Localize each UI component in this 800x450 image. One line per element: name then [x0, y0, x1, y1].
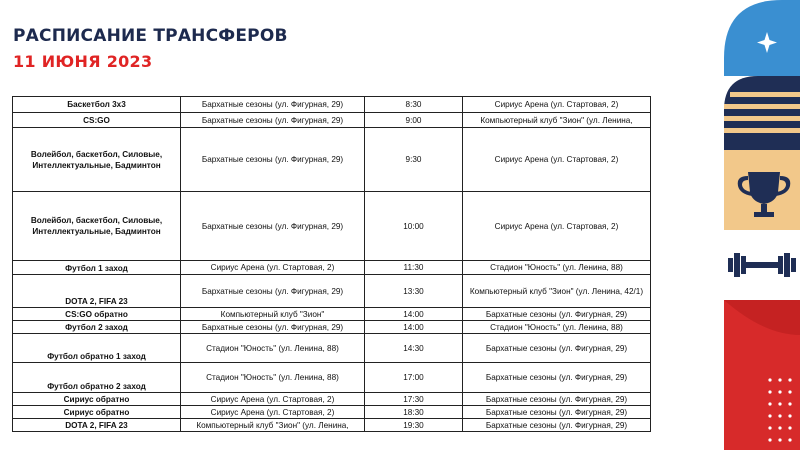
time-cell: 19:30: [365, 419, 463, 432]
destination-cell: Бархатные сезоны (ул. Фигурная, 29): [463, 308, 651, 321]
departure-cell: Бархатные сезоны (ул. Фигурная, 29): [181, 275, 365, 308]
departure-cell: Стадион "Юность" (ул. Ленина, 88): [181, 334, 365, 363]
event-cell: Баскетбол 3х3: [13, 97, 181, 113]
stripe: [724, 104, 800, 109]
destination-cell: Бархатные сезоны (ул. Фигурная, 29): [463, 406, 651, 419]
departure-cell: Стадион "Юность" (ул. Ленина, 88): [181, 363, 365, 393]
event-cell: CS:GO: [13, 113, 181, 128]
event-cell: CS:GO обратно: [13, 308, 181, 321]
stripe: [724, 116, 800, 121]
departure-cell: Сириус Арена (ул. Стартовая, 2): [181, 261, 365, 275]
decorative-sidebar: [724, 0, 800, 450]
destination-cell: Бархатные сезоны (ул. Фигурная, 29): [463, 363, 651, 393]
time-cell: 17:30: [365, 393, 463, 406]
time-cell: 8:30: [365, 97, 463, 113]
stripe: [730, 92, 800, 97]
table-row: [13, 308, 651, 321]
event-cell: Сириус обратно: [13, 393, 181, 406]
time-cell: 10:00: [365, 192, 463, 261]
event-cell: Сириус обратно: [13, 406, 181, 419]
destination-cell: Стадион "Юность" (ул. Ленина, 88): [463, 321, 651, 334]
table-row: [13, 275, 651, 308]
destination-cell: Компьютерный клуб "Зион" (ул. Ленина,: [463, 113, 651, 128]
destination-cell: Компьютерный клуб "Зион" (ул. Ленина, 42/1): [463, 275, 651, 308]
table-row: [13, 261, 651, 275]
table-row: [13, 113, 651, 128]
navy-tile: [724, 76, 800, 150]
time-cell: 14:00: [365, 321, 463, 334]
event-cell: DOTA 2, FIFA 23: [13, 275, 181, 308]
event-cell: Футбол 2 заход: [13, 321, 181, 334]
departure-cell: Бархатные сезоны (ул. Фигурная, 29): [181, 113, 365, 128]
time-cell: 13:30: [365, 275, 463, 308]
blue-tile: [724, 0, 800, 76]
event-cell: Футбол 1 заход: [13, 261, 181, 275]
destination-cell: Сириус Арена (ул. Стартовая, 2): [463, 192, 651, 261]
destination-cell: Стадион "Юность" (ул. Ленина, 88): [463, 261, 651, 275]
departure-cell: Сириус Арена (ул. Стартовая, 2): [181, 393, 365, 406]
destination-cell: Бархатные сезоны (ул. Фигурная, 29): [463, 393, 651, 406]
table-row: [13, 334, 651, 363]
event-cell: DOTA 2, FIFA 23: [13, 419, 181, 432]
transfer-table: [12, 96, 651, 432]
time-cell: 9:00: [365, 113, 463, 128]
event-cell: Футбол обратно 2 заход: [13, 363, 181, 393]
table-row: [13, 128, 651, 192]
departure-cell: Бархатные сезоны (ул. Фигурная, 29): [181, 128, 365, 192]
time-cell: 11:30: [365, 261, 463, 275]
page-title: РАСПИСАНИЕ ТРАНСФЕРОВ: [13, 26, 288, 46]
destination-cell: Сириус Арена (ул. Стартовая, 2): [463, 97, 651, 113]
time-cell: 9:30: [365, 128, 463, 192]
table-row: [13, 393, 651, 406]
departure-cell: Сириус Арена (ул. Стартовая, 2): [181, 406, 365, 419]
event-cell: Волейбол, баскетбол, Силовые, Интеллектуальные, Бадминтон: [13, 192, 181, 261]
time-cell: 14:30: [365, 334, 463, 363]
destination-cell: Бархатные сезоны (ул. Фигурная, 29): [463, 419, 651, 432]
departure-cell: Компьютерный клуб "Зион": [181, 308, 365, 321]
table-row: [13, 321, 651, 334]
departure-cell: Бархатные сезоны (ул. Фигурная, 29): [181, 192, 365, 261]
time-cell: 18:30: [365, 406, 463, 419]
table-row: [13, 97, 651, 113]
time-cell: 17:00: [365, 363, 463, 393]
departure-cell: Бархатные сезоны (ул. Фигурная, 29): [181, 97, 365, 113]
table-row: [13, 419, 651, 432]
table-row: [13, 363, 651, 393]
destination-cell: Бархатные сезоны (ул. Фигурная, 29): [463, 334, 651, 363]
destination-cell: Сириус Арена (ул. Стартовая, 2): [463, 128, 651, 192]
departure-cell: Компьютерный клуб "Зион" (ул. Ленина,: [181, 419, 365, 432]
time-cell: 14:00: [365, 308, 463, 321]
event-cell: Футбол обратно 1 заход: [13, 334, 181, 363]
table-row: [13, 406, 651, 419]
schedule-date: 11 ИЮНЯ 2023: [13, 52, 153, 71]
table-row: [13, 192, 651, 261]
departure-cell: Бархатные сезоны (ул. Фигурная, 29): [181, 321, 365, 334]
event-cell: Волейбол, баскетбол, Силовые, Интеллектуальные, Бадминтон: [13, 128, 181, 192]
stripe: [724, 128, 800, 133]
